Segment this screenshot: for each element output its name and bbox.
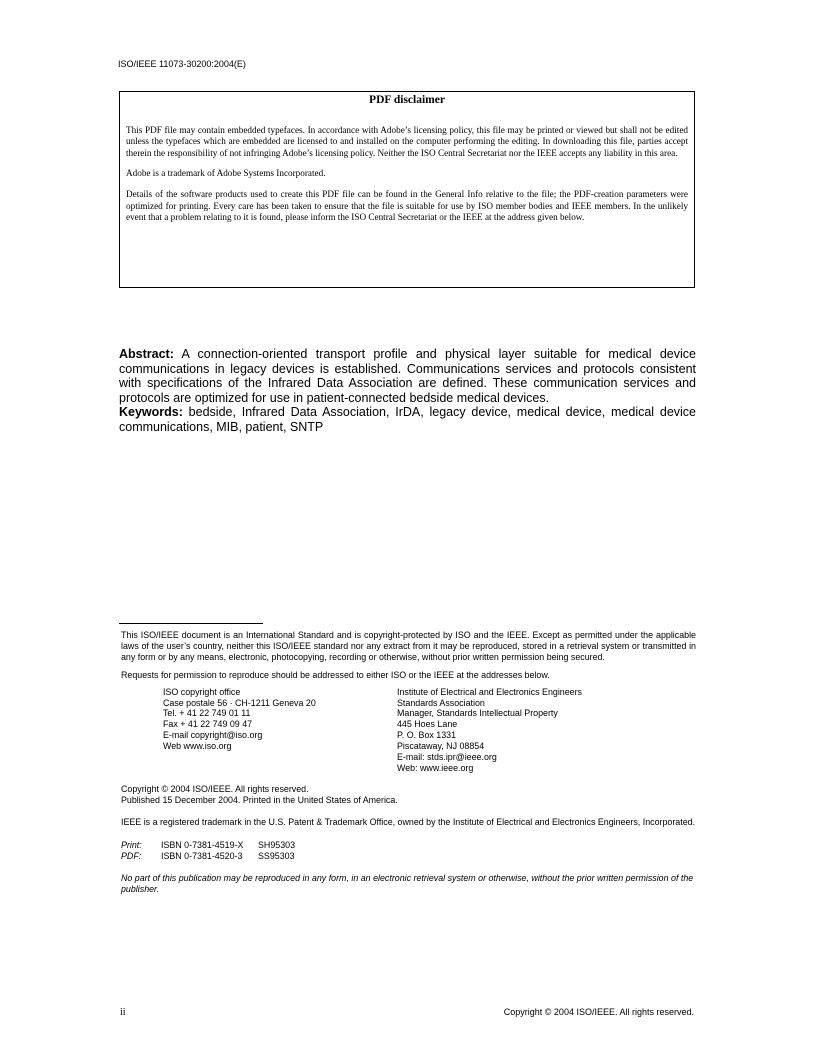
- abstract-text: A connection-oriented transport profile and physical layer suitable for medical device communications in legacy devices is established. Communications services and protocols consistent with specifications of the Infrared Data Association are defined. These communication services and protocols are optimized for use in patient-connected bedside medical devices.: [119, 347, 696, 405]
- abstract-label: Abstract:: [119, 347, 174, 361]
- ieee-address-line: Web: www.ieee.org: [397, 762, 474, 773]
- pdf-disclaimer-box: [119, 91, 695, 288]
- keywords-text: bedside, Infrared Data Association, IrDA, legacy device, medical device, medical device communications, MIB, patient, SNTP: [119, 405, 696, 434]
- abstract-paragraph: [119, 347, 696, 405]
- page-number: ii: [120, 1007, 126, 1018]
- isbn-number: ISBN 0-7381-4519-X: [161, 839, 244, 850]
- ieee-trademark-notice: IEEE is a registered trademark in the U.S. Patent & Trademark Office, owned by the Institute of Electrical and Electronics Engineers, Incorporated.: [121, 816, 696, 827]
- ieee-address-line: Institute of Electrical and Electronics Engineers: [397, 686, 582, 697]
- reproduction-notice: No part of this publication may be reproduced in any form, in an electronic retrieval system or otherwise, without the prior written permission of the publisher.: [121, 873, 694, 895]
- iso-address-line: ISO copyright office: [163, 686, 241, 697]
- address-columns: [121, 687, 696, 774]
- iso-address-line: E-mail copyright@iso.org: [163, 730, 263, 741]
- page-header-doc-id: ISO/IEEE 11073-30200:2004(E): [118, 59, 246, 69]
- ieee-address: [397, 687, 582, 774]
- isbn-label: PDF:: [121, 850, 142, 861]
- footer-copyright: Copyright © 2004 ISO/IEEE. All rights reserved.: [503, 1007, 694, 1017]
- disclaimer-paragraph-trademark: Adobe is a trademark of Adobe Systems Incorporated.: [126, 168, 326, 179]
- keywords-label: Keywords:: [119, 405, 183, 420]
- abstract-section: [119, 347, 696, 435]
- footnote-divider: [119, 623, 263, 624]
- isbn-label: Print:: [121, 839, 142, 850]
- iso-address: [163, 687, 397, 774]
- disclaimer-paragraph-typefaces: This PDF file may contain embedded typefaces. In accordance with Adobe’s licensing policy, this file may be printed or viewed but shall not be edited unless the typefaces which are embedded are licensed to and installed on the computer performing the editing. In downloading this file, parties accept therein the responsibility of not infringing Adobe’s licensing policy. Neither the ISO Central Secretariat nor the IEEE accepts any liability in this area.: [126, 124, 688, 158]
- ieee-address-line: E-mail: stds.ipr@ieee.org: [397, 752, 497, 763]
- ieee-address-line: Standards Association: [397, 697, 485, 708]
- iso-address-line: Web www.iso.org: [163, 741, 232, 752]
- isbn-number: ISBN 0-7381-4520-3: [161, 850, 243, 861]
- iso-address-line: Case postale 56 · CH-1211 Geneva 20: [163, 697, 316, 708]
- published-line: Published 15 December 2004. Printed in the United States of America.: [121, 794, 398, 805]
- copyright-line: Copyright © 2004 ISO/IEEE. All rights reserved.: [121, 783, 309, 794]
- legal-notice: This ISO/IEEE document is an International Standard and is copyright-protected by ISO and the IEEE. Except as permitted under the applicable laws of the user’s country, neither this ISO/IEEE standard nor any extract from it may be reproduced, stored in a retrieval system or transmitted in any form or by any means, electronic, photocopying, recording or otherwise, without prior written permission being secured.: [121, 630, 696, 662]
- isbn-block: [121, 840, 696, 862]
- ieee-address-line: 445 Hoes Lane: [397, 719, 458, 730]
- ieee-address-line: Manager, Standards Intellectual Property: [397, 708, 558, 719]
- isbn-code: SH95303: [258, 839, 296, 850]
- isbn-code: SS95303: [258, 850, 295, 861]
- disclaimer-title: PDF disclaimer: [369, 94, 445, 106]
- copyright-footnote: [121, 630, 696, 895]
- iso-address-line: Fax + 41 22 749 09 47: [163, 719, 253, 730]
- keywords-paragraph: [119, 405, 696, 434]
- ieee-address-line: P. O. Box 1331: [397, 730, 457, 741]
- disclaimer-paragraph-details: Details of the software products used to create this PDF file can be found in the General Info relative to the file; the PDF-creation parameters were optimized for printing. Every care has been taken to ensure that the file is suitable for use by ISO member bodies and IEEE members. In the unlikely event that a problem relating to it is found, please inform the ISO Central Secretariat or the IEEE at the address given below.: [126, 188, 688, 223]
- iso-address-line: Tel. + 41 22 749 01 11: [163, 708, 251, 719]
- isbn-row-print: [121, 840, 696, 851]
- permission-requests: Requests for permission to reproduce should be addressed to either ISO or the IEEE at the addresses below.: [121, 669, 550, 680]
- ieee-address-line: Piscataway, NJ 08854: [397, 741, 485, 752]
- isbn-row-pdf: [121, 851, 696, 862]
